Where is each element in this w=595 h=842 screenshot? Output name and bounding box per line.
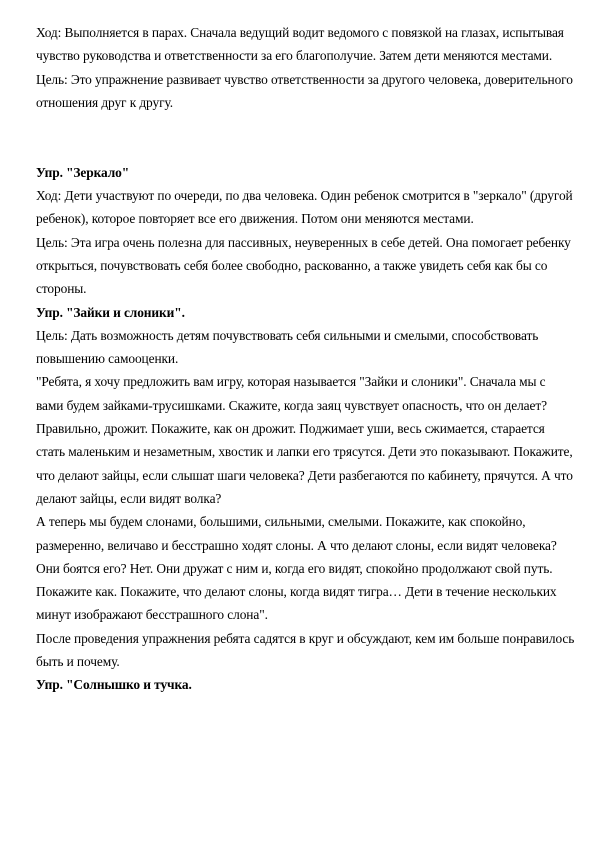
heading-mirror-exercise: Упр. "Зеркало": [36, 164, 130, 180]
heading-sun-cloud-exercise: Упр. "Солнышко и тучка.: [36, 677, 192, 693]
blank-line: [36, 114, 576, 161]
document-page: [36, 21, 576, 697]
paragraph-move-mirror: Ход: Дети участвуют по очереди, по два человека. Один ребенок смотрится в "зеркало" (другой ребенок), которое повторяет все его движения. Потом они меняются местами.: [36, 188, 573, 227]
paragraph-discussion: После проведения упражнения ребята садятся в круг и обсуждают, кем им больше понравилось быть и почему.: [36, 630, 575, 670]
paragraph-goal-responsibility: Цель: Это упражнение развивает чувство ответственности за другого человека, доверительного отношения друг к другу.: [36, 71, 573, 110]
paragraph-goal-mirror: Цель: Эта игра очень полезна для пассивных, неуверенных в себе детей. Она помогает ребенку открыться, почувствовать себя более свободно, раскованно, а также увидеть себя как бы со стороны.: [36, 234, 571, 297]
paragraph-bunnies-instructions: "Ребята, я хочу предложить вам игру, которая называется "Зайки и слоники". Сначала мы с вами будем зайками-трусишками. Скажите, когда заяц чувствует опасность, что он делает? Правильно, дрожит. Покажите, как он дрожит. Поджимает уши, весь сжимается, старается стать маленьким и незаметным, хвостик и лапки его трясутся. Дети это показывают. Покажите, что делают зайцы, если слышат шаги человека? Дети разбегаются по кабинету, прячутся. А что делают зайцы, если видят волка?: [36, 374, 573, 506]
heading-bunnies-elephants-exercise: Упр. "Зайки и слоники".: [36, 304, 185, 320]
paragraph-goal-bunnies: Цель: Дать возможность детям почувствовать себя сильными и смелыми, способствовать повышению самооценки.: [36, 327, 539, 367]
paragraph-move-pairs: Ход: Выполняется в парах. Сначала ведущий водит ведомого с повязкой на глазах, испытывая чувство руководства и ответственности за его благополучие. Затем дети меняются местами.: [36, 25, 564, 64]
paragraph-elephants-instructions: А теперь мы будем слонами, большими, сильными, смелыми. Покажите, как спокойно, размеренно, величаво и бесстрашно ходят слоны. А что делают слоны, если видят человека? Они боятся его? Нет. Они дружат с ним и, когда его видят, спокойно продолжают свой путь. Покажите как. Покажите, что делают слоны, когда видят тигра… Дети в течение нескольких минут изображают бесстрашного слона".: [36, 514, 557, 623]
